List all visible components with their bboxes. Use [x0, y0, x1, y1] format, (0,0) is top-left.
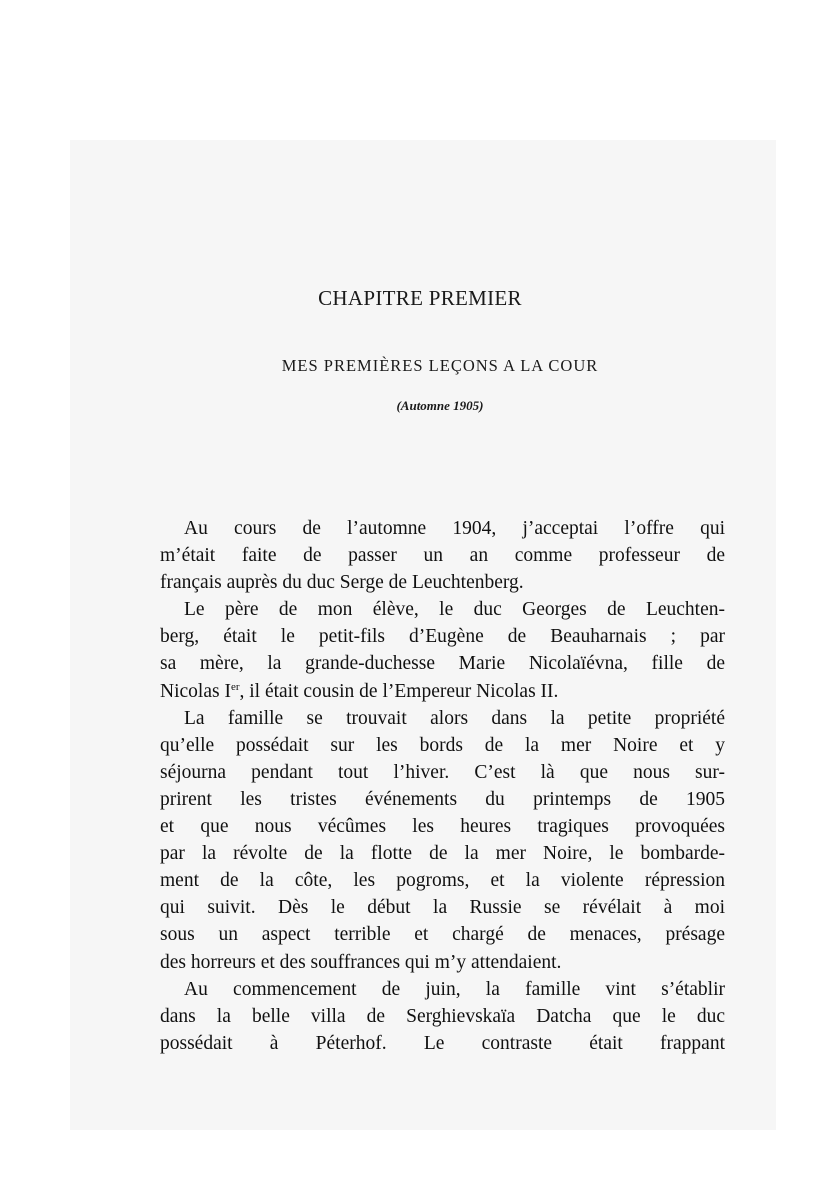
text-line: berg, était le petit-fils d’Eugène de Beauharnais ; par	[160, 626, 725, 648]
text-line: m’était faite de passer un an comme professeur de	[160, 545, 725, 567]
chapter-date: (Automne 1905)	[396, 398, 484, 413]
text-line: sa mère, la grande-duchesse Marie Nicolaïévna, fille de	[160, 653, 725, 675]
text-line: et que nous vécûmes les heures tragiques provoquées	[160, 816, 725, 838]
text-line: français auprès du duc Serge de Leuchtenberg.	[160, 572, 524, 594]
text-line: La famille se trouvait alors dans la petite propriété	[184, 707, 725, 729]
text-fragment: Nicolas I	[160, 680, 231, 702]
text-line: par la révolte de la flotte de la mer Noire, le bombarde-	[160, 843, 725, 865]
text-line: qu’elle possédait sur les bords de la mer Noire et y	[160, 734, 725, 756]
body-text	[160, 515, 725, 1057]
text-line: qui suivit. Dès le début la Russie se révélait à moi	[160, 897, 725, 919]
text-line: sous un aspect terrible et chargé de menaces, présage	[160, 924, 725, 946]
text-line: des horreurs et des souffrances qui m’y attendaient.	[160, 951, 562, 973]
text-line: Au commencement de juin, la famille vint s’établir	[184, 978, 725, 1000]
text-line: Au cours de l’automne 1904, j’acceptai l’offre qui	[184, 518, 725, 539]
text-line: ment de la côte, les pogroms, et la violente répression	[160, 870, 725, 892]
text-line	[160, 678, 725, 705]
text-line: prirent les tristes événements du printemps de 1905	[160, 788, 725, 810]
text-line: Le père de mon élève, le duc Georges de Leuchten-	[184, 599, 725, 621]
chapter-title: CHAPITRE PREMIER	[318, 286, 522, 310]
text-line: dans la belle villa de Serghievskaïa Datcha que le duc	[160, 1005, 725, 1027]
text-line: séjourna pendant tout l’hiver. C’est là que nous sur-	[160, 761, 725, 783]
chapter-subtitle: MES PREMIÈRES LEÇONS A LA COUR	[281, 356, 599, 375]
text-fragment: , il était cousin de l’Empereur Nicolas II.	[239, 680, 559, 702]
superscript: er	[230, 680, 240, 693]
text-line: possédait à Péterhof. Le contraste était frappant	[160, 1032, 725, 1054]
